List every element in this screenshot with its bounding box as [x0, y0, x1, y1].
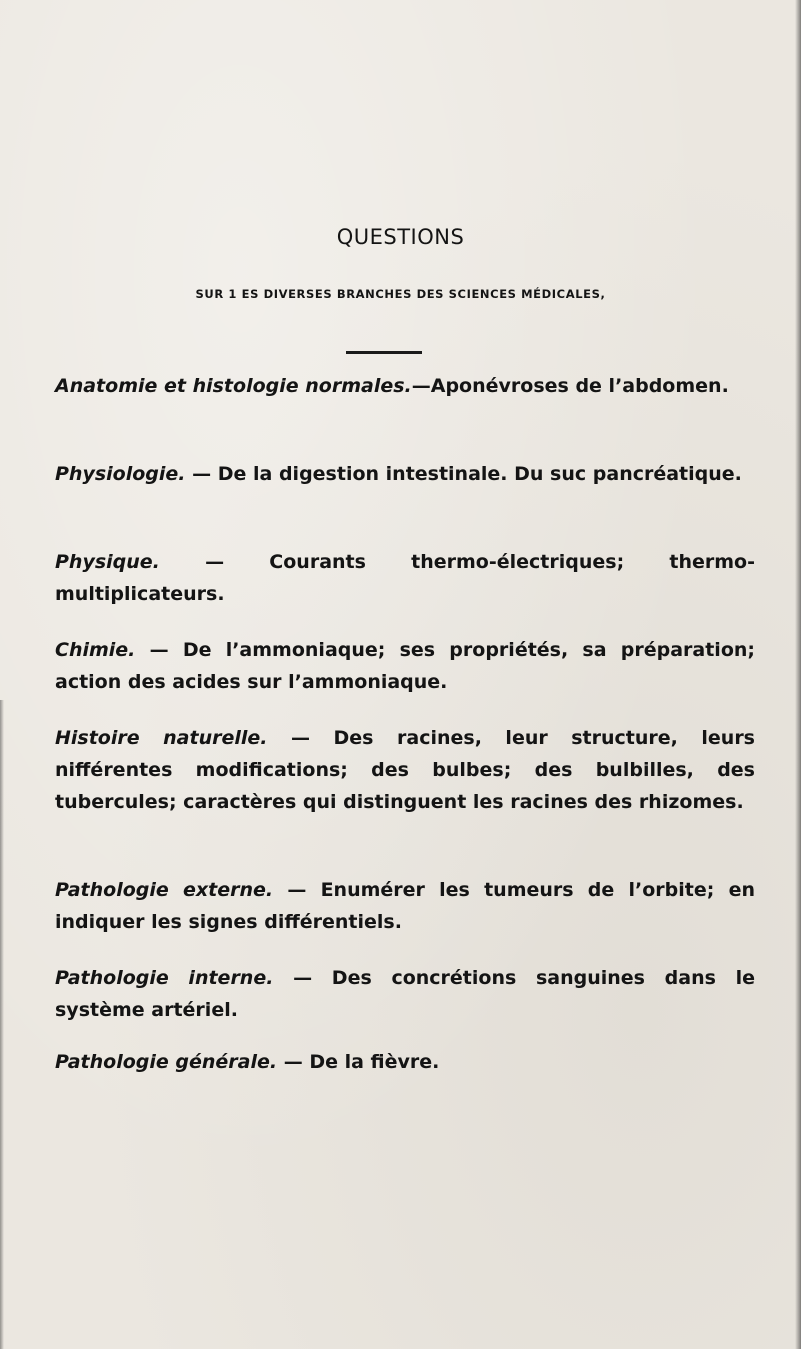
entry-pathologie-interne	[55, 962, 755, 1026]
entry-physique	[55, 546, 755, 610]
page-title: QUESTIONS	[336, 225, 465, 249]
entry-subject: Pathologie générale.	[55, 1051, 278, 1073]
entry-subject: Histoire naturelle.	[55, 727, 268, 749]
entry-subject: Chimie.	[55, 639, 136, 661]
entry-text: — Des concrétions sanguines dans le système artériel.	[55, 967, 755, 1021]
entry-subject: Physique.	[55, 551, 160, 573]
entry-subject: Anatomie et histologie normales.	[55, 375, 412, 397]
entry-histoire-naturelle	[55, 722, 755, 818]
entry-physiologie	[55, 458, 755, 490]
page-edge-shadow-left	[0, 700, 4, 1349]
entry-subject: Physiologie.	[55, 463, 186, 485]
entry-pathologie-externe	[55, 874, 755, 938]
entry-anatomie	[55, 370, 755, 402]
page-subtitle: SUR 1 ES DIVERSES BRANCHES DES SCIENCES MÉDICALES,	[195, 287, 606, 301]
entry-subject: Pathologie interne.	[55, 967, 274, 989]
entry-text: — De l’ammoniaque; ses propriétés, sa préparation; action des acides sur l’ammoniaque.	[55, 639, 755, 693]
entry-chimie	[55, 634, 755, 698]
entry-text: — De la fièvre.	[277, 1051, 440, 1073]
entry-pathologie-generale	[55, 1046, 755, 1078]
entry-text: — Enumérer les tumeurs de l’orbite; en indiquer les signes différentiels.	[55, 879, 756, 933]
entry-text: — Des racines, leur structure, leurs nifférentes modifications; des bulbes; des bulbilles, des tubercules; caractères qui distinguent les racines des rhizomes.	[55, 727, 755, 813]
entry-text: — De la digestion intestinale. Du suc pancréatique.	[185, 463, 742, 485]
entry-subject: Pathologie externe.	[55, 879, 274, 901]
page-edge-shadow	[795, 0, 801, 1349]
entry-text: —Aponévroses de l’abdomen.	[411, 375, 729, 397]
title-rule	[346, 351, 422, 354]
entry-text: — Courants thermo-électriques; thermomultiplicateurs.	[55, 551, 755, 605]
